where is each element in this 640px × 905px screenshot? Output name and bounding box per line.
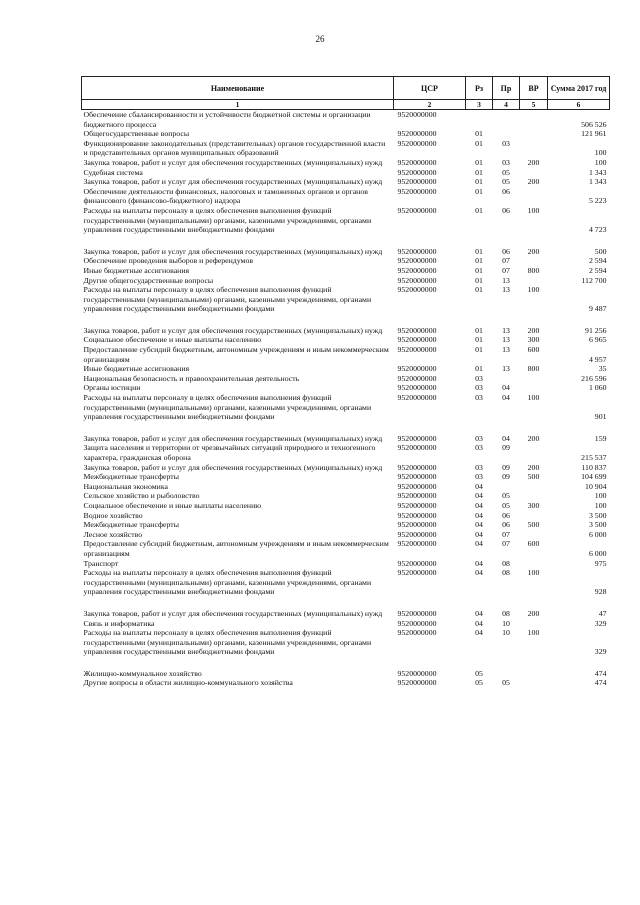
row-rz: 03 <box>475 383 483 393</box>
row-sum: 10 904 <box>585 481 607 491</box>
row-sum: 9 487 <box>588 304 607 314</box>
row-rz: 01 <box>475 246 483 256</box>
row-pr: 05 <box>502 500 510 510</box>
table-row <box>82 482 610 492</box>
row-pr: 08 <box>502 558 510 568</box>
row-vr <box>520 511 548 521</box>
row-name: Другие вопросы в области жилищно-коммунального хозяйства <box>83 678 293 688</box>
row-rz: 01 <box>475 285 483 295</box>
row-pr: 10 <box>502 628 510 638</box>
row-csr: 9520000000 <box>397 110 437 119</box>
row-rz: 01 <box>475 335 483 345</box>
row-sum: 500 <box>594 246 607 256</box>
row-sum: 3 500 <box>588 510 607 520</box>
row-pr: 07 <box>502 539 510 549</box>
row-name: Межбюджетные трансферты <box>83 472 179 482</box>
row-vr <box>520 383 548 393</box>
row-csr: 9520000000 <box>397 138 437 148</box>
row-pr: 05 <box>502 678 510 688</box>
row-name: Иные бюджетные ассигнования <box>83 364 190 374</box>
row-sum: 35 <box>598 364 607 374</box>
row-vr: 100 <box>527 628 540 638</box>
row-pr: 10 <box>502 618 510 628</box>
row-vr: 200 <box>527 462 540 472</box>
table-row <box>82 168 610 178</box>
row-pr: 04 <box>502 393 510 403</box>
row-rz: 01 <box>475 177 483 187</box>
row-name: Расходы на выплаты персоналу в целях обеспечения выполнения функций государственными (муниципальными) органами, казенными учреждениями, органами управления государственными внебюджетными фондами <box>83 628 372 657</box>
table-row <box>82 345 610 364</box>
row-pr: 05 <box>502 491 510 501</box>
row-sum: 100 <box>594 148 607 158</box>
row-csr: 9520000000 <box>397 364 437 374</box>
row-csr: 9520000000 <box>397 510 437 520</box>
row-csr: 9520000000 <box>397 393 437 403</box>
page-number: 26 <box>315 34 325 44</box>
row-pr: 07 <box>502 265 510 275</box>
row-sum: 100 <box>594 491 607 501</box>
row-vr <box>520 619 548 629</box>
row-name: Связь и информатика <box>83 618 155 628</box>
table-row <box>82 285 610 314</box>
row-pr: 13 <box>502 364 510 374</box>
row-spacer-cell <box>82 657 610 669</box>
row-name: Социальное обеспечение и иные выплаты населению <box>83 335 262 345</box>
row-vr <box>520 139 548 158</box>
row-name: Закупка товаров, работ и услуг для обеспечения государственных (муниципальных) нужд <box>83 157 383 167</box>
header-number-4: 4 <box>493 100 520 110</box>
header-number-5: 5 <box>520 100 548 110</box>
row-csr: 9520000000 <box>397 500 437 510</box>
row-spacer <box>82 422 610 434</box>
table-row <box>82 266 610 276</box>
row-csr: 9520000000 <box>397 539 437 549</box>
table-row <box>82 276 610 286</box>
table-row <box>82 139 610 158</box>
table-row <box>82 434 610 444</box>
row-name: Расходы на выплаты персоналу в целях обеспечения выполнения функций государственными (муниципальными) органами, казенными учреждениями, органами управления государственными внебюджетными фондами <box>83 285 372 314</box>
row-csr: 9520000000 <box>397 520 437 530</box>
row-csr: 9520000000 <box>397 265 437 275</box>
row-spacer <box>82 314 610 326</box>
row-vr <box>520 187 548 206</box>
row-rz: 01 <box>475 325 483 335</box>
row-name: Общегосударственные вопросы <box>83 129 190 139</box>
row-name: Сельское хозяйство и рыболовство <box>83 491 200 501</box>
header-sum: Сумма 2017 год <box>548 77 610 100</box>
row-csr: 9520000000 <box>397 568 437 578</box>
row-sum: 159 <box>594 433 607 443</box>
row-name: Лесное хозяйство <box>83 529 143 539</box>
row-name: Межбюджетные трансферты <box>83 520 179 530</box>
row-vr <box>520 530 548 540</box>
row-csr: 9520000000 <box>397 157 437 167</box>
header-number-2: 2 <box>394 100 466 110</box>
row-name: Социальное обеспечение и иные выплаты населению <box>83 500 262 510</box>
table-row <box>82 129 610 139</box>
table-row <box>82 559 610 569</box>
row-pr <box>493 482 520 492</box>
row-pr: 07 <box>502 256 510 266</box>
row-sum: 329 <box>594 618 607 628</box>
row-csr: 9520000000 <box>397 373 437 383</box>
row-sum: 3 500 <box>588 520 607 530</box>
row-csr: 9520000000 <box>397 558 437 568</box>
header-pr: Пр <box>493 77 520 100</box>
table-row <box>82 501 610 511</box>
row-rz: 04 <box>475 491 483 501</box>
row-sum: 474 <box>594 678 607 688</box>
row-rz: 03 <box>475 433 483 443</box>
row-rz: 05 <box>475 678 483 688</box>
row-vr: 200 <box>527 325 540 335</box>
row-vr <box>520 256 548 266</box>
row-spacer-cell <box>82 422 610 434</box>
row-pr: 06 <box>502 246 510 256</box>
row-name: Защита населения и территории от чрезвычайных ситуаций природного и техногенного характера, гражданская оборона <box>83 443 376 462</box>
row-name: Обеспечение деятельности финансовых, налоговых и таможенных органов и органов финансового (финансово-бюджетного) надзора <box>83 186 368 206</box>
row-csr: 9520000000 <box>397 618 437 628</box>
row-pr: 13 <box>502 325 510 335</box>
row-csr: 9520000000 <box>397 335 437 345</box>
row-sum: 2 594 <box>588 256 607 266</box>
row-sum: 975 <box>594 558 607 568</box>
row-vr <box>520 443 548 462</box>
row-name: Расходы на выплаты персоналу в целях обеспечения выполнения функций государственными (муниципальными) органами, казенными учреждениями, органами управления государственными внебюджетными фондами <box>83 568 372 597</box>
row-spacer-cell <box>82 235 610 247</box>
table-row <box>82 383 610 393</box>
row-rz: 03 <box>475 443 483 453</box>
row-pr <box>493 110 520 130</box>
row-sum: 5 223 <box>588 196 607 206</box>
row-rz: 05 <box>475 668 483 678</box>
row-pr: 04 <box>502 433 510 443</box>
row-pr: 13 <box>502 335 510 345</box>
row-vr: 100 <box>527 205 540 215</box>
row-vr <box>520 276 548 286</box>
row-sum: 928 <box>594 587 607 597</box>
row-sum: 110 837 <box>581 462 607 472</box>
row-name: Предоставление субсидий бюджетным, автономным учреждениям и иным некоммерческим организациям <box>83 539 389 558</box>
row-pr <box>493 129 520 139</box>
row-csr: 9520000000 <box>397 205 437 215</box>
row-sum: 121 961 <box>581 129 607 139</box>
row-vr: 200 <box>527 608 540 618</box>
row-csr: 9520000000 <box>397 246 437 256</box>
row-sum: 215 537 <box>581 453 607 462</box>
header-vr: ВР <box>520 77 548 100</box>
row-rz: 01 <box>475 138 483 148</box>
row-rz: 04 <box>475 568 483 578</box>
row-spacer-cell <box>82 597 610 609</box>
row-sum: 2 594 <box>588 265 607 275</box>
header-number-1: 1 <box>82 100 394 110</box>
row-name: Предоставление субсидий бюджетным, автономным учреждениям и иным некоммерческим организациям <box>83 345 389 364</box>
row-vr: 800 <box>527 364 540 374</box>
row-rz: 01 <box>475 157 483 167</box>
table-row <box>82 568 610 597</box>
row-pr <box>493 374 520 384</box>
row-rz: 01 <box>475 205 483 215</box>
row-pr: 13 <box>502 275 510 285</box>
row-csr: 9520000000 <box>397 177 437 187</box>
row-rz: 04 <box>475 500 483 510</box>
row-rz: 01 <box>475 186 483 196</box>
row-name: Другие общегосударственные вопросы <box>83 275 214 285</box>
table-row <box>82 472 610 482</box>
table-row <box>82 619 610 629</box>
table-row <box>82 364 610 374</box>
row-vr: 200 <box>527 157 540 167</box>
row-vr <box>520 669 548 679</box>
row-rz: 04 <box>475 510 483 520</box>
row-vr: 100 <box>527 393 540 403</box>
row-csr: 9520000000 <box>397 443 437 453</box>
row-csr: 9520000000 <box>397 186 437 196</box>
row-vr <box>520 110 548 130</box>
row-sum: 6 965 <box>588 335 607 345</box>
row-rz: 03 <box>475 393 483 403</box>
table-body <box>82 110 610 689</box>
row-name: Закупка товаров, работ и услуг для обеспечения государственных (муниципальных) нужд <box>83 462 383 472</box>
row-vr: 100 <box>527 285 540 295</box>
row-pr: 06 <box>502 510 510 520</box>
row-vr: 500 <box>527 472 540 482</box>
table-row <box>82 628 610 657</box>
row-rz: 01 <box>475 129 483 139</box>
row-vr <box>520 559 548 569</box>
row-pr <box>493 669 520 679</box>
row-rz: 04 <box>475 529 483 539</box>
row-sum: 91 256 <box>585 325 607 335</box>
row-rz: 01 <box>475 167 483 177</box>
row-sum: 1 060 <box>588 383 607 393</box>
table-row <box>82 443 610 462</box>
row-rz: 01 <box>475 275 483 285</box>
row-rz: 04 <box>475 539 483 549</box>
row-csr: 9520000000 <box>397 256 437 266</box>
row-name: Функционирование законодательных (представительных) органов государственной власти и представительных органов муниципальных образований <box>83 138 386 158</box>
row-pr: 03 <box>502 138 510 148</box>
row-rz: 03 <box>475 462 483 472</box>
row-pr: 06 <box>502 520 510 530</box>
budget-table <box>81 76 610 688</box>
row-vr <box>520 129 548 139</box>
table-row <box>82 669 610 679</box>
row-sum: 1 343 <box>588 167 607 177</box>
row-pr: 04 <box>502 383 510 393</box>
table-row <box>82 335 610 345</box>
row-pr: 13 <box>502 345 510 355</box>
row-csr: 9520000000 <box>397 491 437 501</box>
row-pr: 05 <box>502 177 510 187</box>
row-sum: 329 <box>594 647 607 657</box>
row-sum: 901 <box>594 412 607 422</box>
table-row <box>82 491 610 501</box>
row-pr: 09 <box>502 443 510 453</box>
row-rz: 04 <box>475 608 483 618</box>
row-name: Органы юстиции <box>83 383 141 393</box>
row-sum: 474 <box>594 668 607 678</box>
row-name: Национальная экономика <box>83 481 168 491</box>
row-rz: 01 <box>475 256 483 266</box>
row-vr: 300 <box>527 500 540 510</box>
row-pr: 05 <box>502 167 510 177</box>
row-sum: 47 <box>598 608 607 618</box>
row-vr: 200 <box>527 177 540 187</box>
row-name: Расходы на выплаты персоналу в целях обеспечения выполнения функций государственными (муниципальными) органами, казенными учреждениями, органами управления государственными внебюджетными фондами <box>83 205 372 235</box>
table-row <box>82 247 610 257</box>
row-name: Закупка товаров, работ и услуг для обеспечения государственных (муниципальных) нужд <box>83 608 383 618</box>
row-pr: 13 <box>502 285 510 295</box>
row-pr: 06 <box>502 186 510 196</box>
row-csr: 9520000000 <box>397 628 437 638</box>
row-rz: 04 <box>475 558 483 568</box>
header-number-3: 3 <box>466 100 493 110</box>
row-name: Иные бюджетные ассигнования <box>83 265 190 275</box>
row-rz: 01 <box>475 345 483 355</box>
table-row <box>82 530 610 540</box>
row-csr: 9520000000 <box>397 345 437 355</box>
table-row <box>82 326 610 336</box>
row-sum: 104 699 <box>581 472 607 482</box>
row-name: Водное хозяйство <box>83 510 143 520</box>
table-row <box>82 206 610 235</box>
row-vr: 300 <box>527 335 540 345</box>
row-rz: 01 <box>475 364 483 374</box>
row-csr: 9520000000 <box>397 129 437 139</box>
row-csr: 9520000000 <box>397 472 437 482</box>
header-name: Наименование <box>82 77 394 100</box>
row-pr: 09 <box>502 472 510 482</box>
row-csr: 9520000000 <box>397 167 437 177</box>
table-row <box>82 187 610 206</box>
header-rz: Рз <box>466 77 493 100</box>
row-rz: 04 <box>475 481 483 491</box>
row-vr: 800 <box>527 265 540 275</box>
row-csr: 9520000000 <box>397 275 437 285</box>
row-rz: 03 <box>475 472 483 482</box>
row-pr: 07 <box>502 529 510 539</box>
row-name: Обеспечение сбалансированности и устойчивости бюджетной системы и организации бюджетного процесса <box>83 110 371 129</box>
row-vr <box>520 482 548 492</box>
table-row <box>82 511 610 521</box>
row-pr: 09 <box>502 462 510 472</box>
table-row <box>82 539 610 558</box>
table-row <box>82 158 610 168</box>
row-pr: 03 <box>502 157 510 167</box>
row-name: Закупка товаров, работ и услуг для обеспечения государственных (муниципальных) нужд <box>83 433 383 443</box>
table-row <box>82 374 610 384</box>
row-csr: 9520000000 <box>397 668 437 678</box>
table-row <box>82 393 610 422</box>
table-row <box>82 609 610 619</box>
row-vr <box>520 374 548 384</box>
row-vr: 200 <box>527 433 540 443</box>
row-vr <box>520 678 548 688</box>
row-rz <box>466 110 493 130</box>
row-name: Расходы на выплаты персоналу в целях обеспечения выполнения функций государственными (муниципальными) органами, казенными учреждениями, органами управления государственными внебюджетными фондами <box>83 393 372 422</box>
row-rz: 04 <box>475 618 483 628</box>
row-sum: 6 000 <box>588 548 607 558</box>
row-name: Обеспечение проведения выборов и референдумов <box>83 256 254 266</box>
row-vr <box>520 491 548 501</box>
row-csr: 9520000000 <box>397 433 437 443</box>
row-vr: 100 <box>527 568 540 578</box>
row-csr: 9520000000 <box>397 529 437 539</box>
row-pr: 06 <box>502 205 510 215</box>
table-row <box>82 177 610 187</box>
row-spacer-cell <box>82 314 610 326</box>
row-name: Национальная безопасность и правоохранительная деятельность <box>83 373 300 383</box>
row-vr: 200 <box>527 246 540 256</box>
row-sum: 6 000 <box>588 529 607 539</box>
row-vr: 600 <box>527 539 540 549</box>
header-csr: ЦСР <box>394 77 466 100</box>
row-spacer <box>82 235 610 247</box>
row-rz: 04 <box>475 628 483 638</box>
table-row <box>82 520 610 530</box>
row-csr: 9520000000 <box>397 325 437 335</box>
row-pr: 08 <box>502 608 510 618</box>
row-sum: 4 957 <box>588 354 607 364</box>
row-name: Транспорт <box>83 558 119 568</box>
row-pr: 08 <box>502 568 510 578</box>
row-csr: 9520000000 <box>397 285 437 295</box>
row-csr: 9520000000 <box>397 462 437 472</box>
row-vr: 500 <box>527 520 540 530</box>
row-name: Закупка товаров, работ и услуг для обеспечения государственных (муниципальных) нужд <box>83 325 383 335</box>
row-csr: 9520000000 <box>397 481 437 491</box>
row-sum: 216 596 <box>581 373 607 383</box>
row-name: Судебная система <box>83 167 143 177</box>
table-row <box>82 463 610 473</box>
row-sum: 506 526 <box>581 119 607 129</box>
row-spacer <box>82 657 610 669</box>
table-header <box>82 77 610 110</box>
row-csr: 9520000000 <box>397 608 437 618</box>
header-number-6: 6 <box>548 100 610 110</box>
row-sum: 1 343 <box>588 177 607 187</box>
row-sum: 100 <box>594 157 607 167</box>
row-name: Закупка товаров, работ и услуг для обеспечения государственных (муниципальных) нужд <box>83 246 383 256</box>
table-row <box>82 256 610 266</box>
row-rz: 01 <box>475 265 483 275</box>
row-rz: 04 <box>475 520 483 530</box>
row-sum: 112 700 <box>581 275 607 285</box>
row-vr <box>520 168 548 178</box>
row-name: Жилищно-коммунальное хозяйство <box>83 668 202 678</box>
row-csr: 9520000000 <box>397 383 437 393</box>
row-sum: 100 <box>594 500 607 510</box>
row-name: Закупка товаров, работ и услуг для обеспечения государственных (муниципальных) нужд <box>83 177 383 187</box>
table-row <box>82 110 610 130</box>
row-sum: 4 723 <box>588 225 607 235</box>
row-vr: 600 <box>527 345 540 355</box>
row-csr: 9520000000 <box>397 678 437 688</box>
row-spacer <box>82 597 610 609</box>
row-rz: 03 <box>475 373 483 383</box>
table-row <box>82 678 610 688</box>
